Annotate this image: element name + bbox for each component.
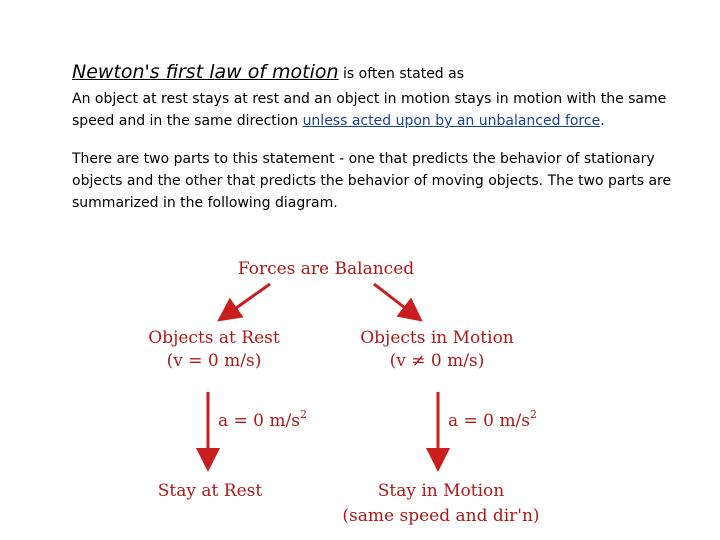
explanation-paragraph: There are two parts to this statement - one that predicts the behavior of stationary objects and the other that predicts the behavior of moving objects. The two parts are summarized in the following diagram. bbox=[72, 151, 672, 211]
law-title: Newton's first law of motion bbox=[72, 61, 339, 83]
statement-end: . bbox=[600, 113, 605, 129]
rest-acceleration-label bbox=[218, 408, 307, 431]
same-speed-direction-label: (same speed and dir'n) bbox=[342, 506, 540, 526]
statement-text: An object at rest stays at rest and an object in motion stays in motion with the same speed and in the same direction bbox=[72, 91, 667, 129]
objects-at-rest-label: Objects at Rest bbox=[148, 328, 280, 348]
motion-acceleration-value: a = 0 m/s bbox=[448, 411, 530, 431]
motion-velocity-label: (v ≠ 0 m/s) bbox=[389, 351, 485, 371]
arrow-to-rest bbox=[222, 284, 270, 318]
rest-acceleration-value: a = 0 m/s bbox=[218, 411, 300, 431]
forces-balanced-label: Forces are Balanced bbox=[237, 259, 415, 279]
arrow-to-motion bbox=[374, 284, 418, 318]
law-title-suffix: is often stated as bbox=[338, 66, 465, 82]
motion-acceleration-exponent: 2 bbox=[529, 408, 537, 421]
stay-in-motion-label: Stay in Motion bbox=[377, 481, 505, 501]
stay-at-rest-label: Stay at Rest bbox=[157, 481, 263, 501]
objects-in-motion-label: Objects in Motion bbox=[360, 328, 514, 348]
rest-velocity-label: (v = 0 m/s) bbox=[166, 351, 262, 371]
motion-acceleration-label bbox=[448, 408, 537, 431]
unbalanced-force-link[interactable]: unless acted upon by an unbalanced force bbox=[302, 113, 601, 129]
rest-acceleration-exponent: 2 bbox=[299, 408, 307, 421]
